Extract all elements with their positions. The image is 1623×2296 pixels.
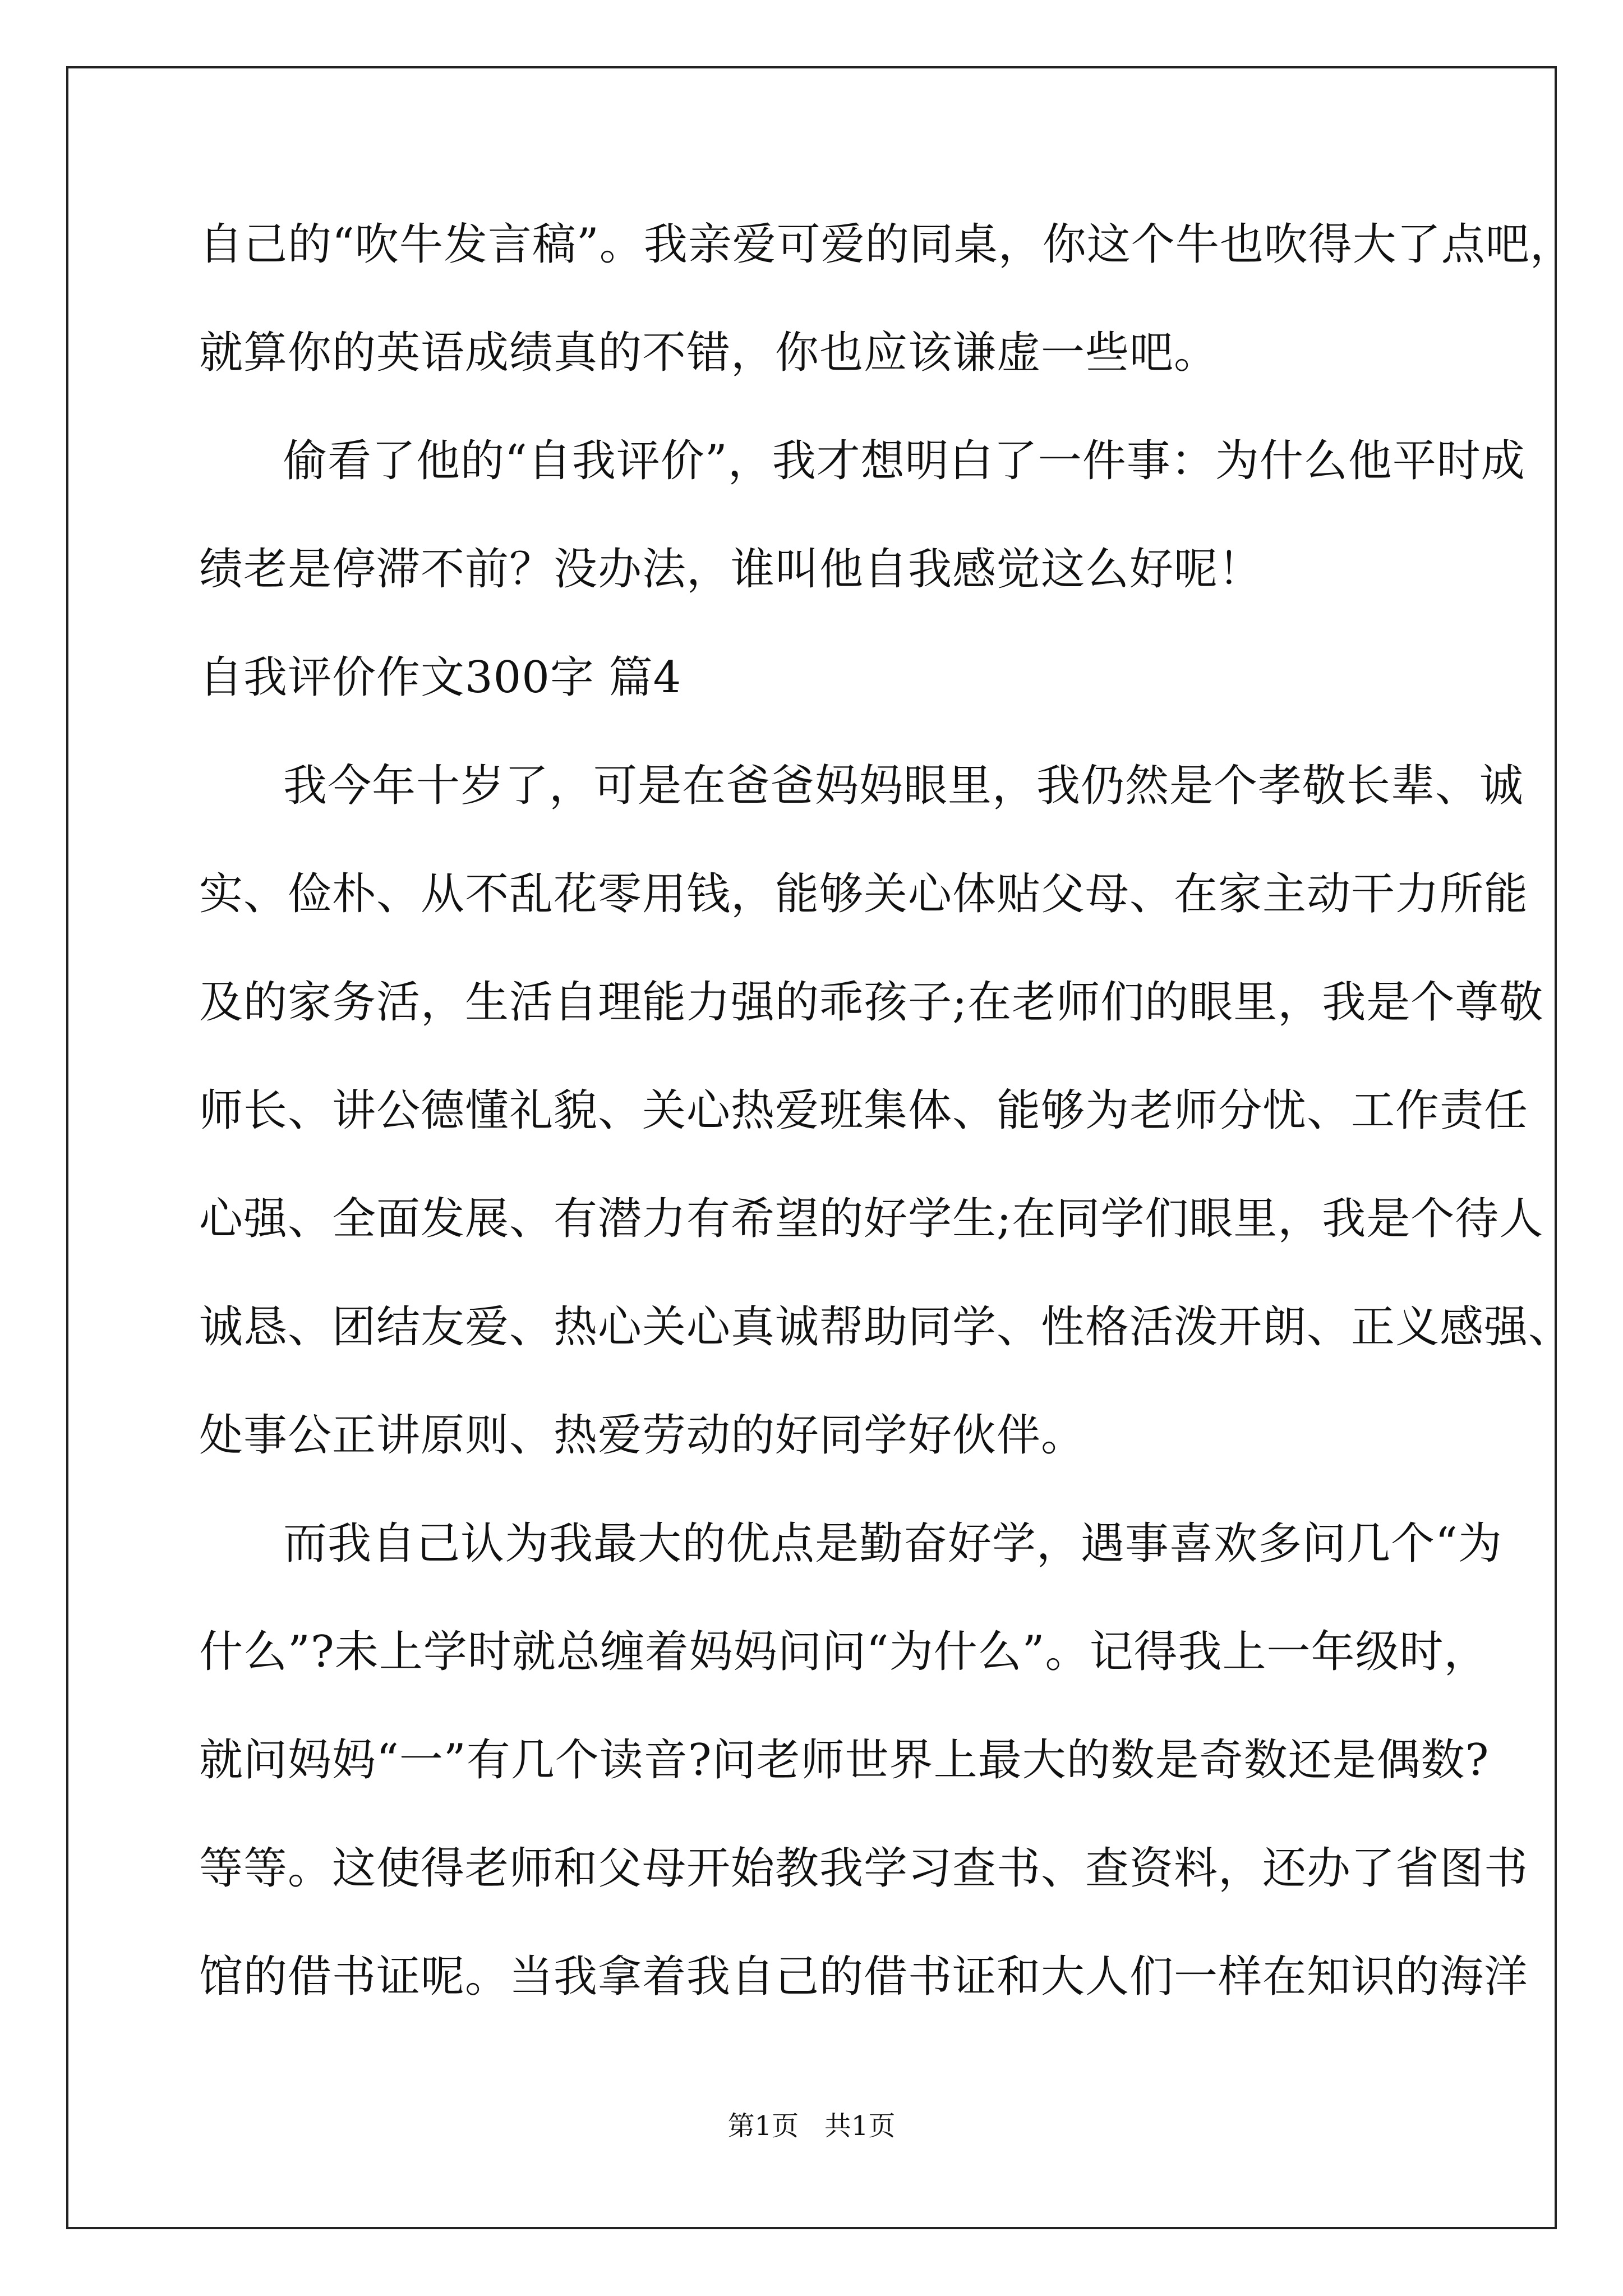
text-line: 什么”?未上学时就总缠着妈妈问问“为什么”。记得我上一年级时， bbox=[199, 1627, 1488, 1677]
text-line: 处事公正讲原则、热爱劳动的好同学好伙伴。 bbox=[199, 1410, 1086, 1461]
page-number-footer: 第1页 共1页 bbox=[727, 2110, 896, 2142]
text-line: 绩老是停滞不前？没办法，谁叫他自我感觉这么好呢！ bbox=[199, 544, 1263, 595]
text-line: 自己的“吹牛发言稿”。我亲爱可爱的同桌，你这个牛也吹得大了点吧， bbox=[199, 219, 1574, 270]
text-line: 及的家务活，生活自理能力强的乖孩子;在老师们的眼里，我是个尊敬 bbox=[199, 977, 1544, 1028]
paragraph-start: 偷看了他的“自我评价”，我才想明白了一件事：为什么他平时成 bbox=[283, 436, 1525, 486]
text-line: 师长、讲公德懂礼貌、关心热爱班集体、能够为老师分忧、工作责任 bbox=[199, 1085, 1529, 1136]
text-line: 等等。这使得老师和父母开始教我学习查书、查资料，还办了省图书 bbox=[199, 1843, 1529, 1894]
text-line: 心强、全面发展、有潜力有希望的好学生;在同学们眼里，我是个待人 bbox=[199, 1194, 1544, 1244]
paragraph-start: 而我自己认为我最大的优点是勤奋好学，遇事喜欢多问几个“为 bbox=[283, 1519, 1502, 1569]
text-line: 就算你的英语成绩真的不错，你也应该谦虚一些吧。 bbox=[199, 328, 1219, 378]
text-line: 就问妈妈“一”有几个读音?问老师世界上最大的数是奇数还是偶数? bbox=[199, 1735, 1490, 1786]
text-line: 实、俭朴、从不乱花零用钱，能够关心体贴父母、在家主动干力所能 bbox=[199, 869, 1529, 919]
paragraph-start: 我今年十岁了，可是在爸爸妈妈眼里，我仍然是个孝敬长辈、诚 bbox=[283, 761, 1524, 811]
text-line: 馆的借书证呢。当我拿着我自己的借书证和大人们一样在知识的海洋 bbox=[199, 1952, 1529, 2002]
document-body bbox=[199, 191, 1574, 2031]
text-line: 诚恳、团结友爱、热心关心真诚帮助同学、性格活泼开朗、正义感强、 bbox=[199, 1302, 1573, 1352]
section-heading: 自我评价作文300字 篇4 bbox=[199, 652, 682, 703]
